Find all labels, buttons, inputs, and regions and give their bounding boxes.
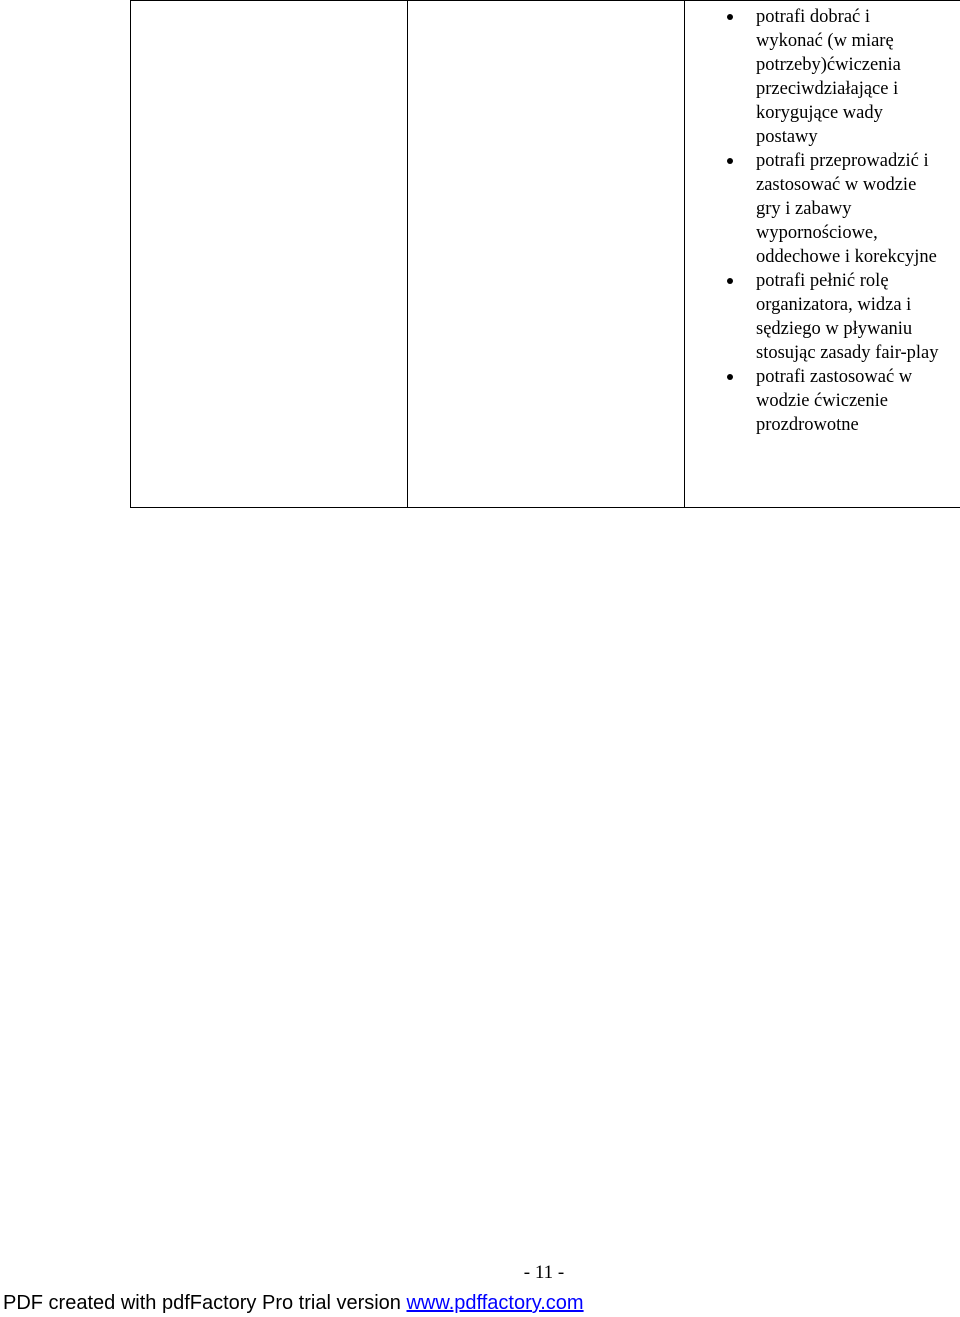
- list-item: potrafi zastosować w wodzie ćwiczenie prozdrowotne: [756, 365, 939, 437]
- table-row: [131, 1, 960, 508]
- table-cell-skills: [685, 1, 960, 508]
- table-cell-empty-2: [408, 1, 685, 508]
- content-table: [130, 0, 960, 508]
- footer-link[interactable]: www.pdffactory.com: [406, 1292, 584, 1314]
- pdf-footer: [3, 1289, 584, 1317]
- page-number: - 11 -: [523, 1262, 565, 1283]
- list-item: potrafi dobrać i wykonać (w miarę potrzeby)ćwiczenia przeciwdziałające i korygujące wady postawy: [756, 5, 939, 149]
- list-item: potrafi przeprowadzić i zastosować w wodzie gry i zabawy wypornościowe, oddechowe i korekcyjne: [756, 149, 939, 269]
- skills-bullet-list: [685, 1, 960, 437]
- footer-text: PDF created with pdfFactory Pro trial version: [3, 1292, 407, 1314]
- table-cell-empty-1: [131, 1, 408, 508]
- list-item: potrafi pełnić rolę organizatora, widza i sędziego w pływaniu stosując zasady fair-play: [756, 271, 939, 363]
